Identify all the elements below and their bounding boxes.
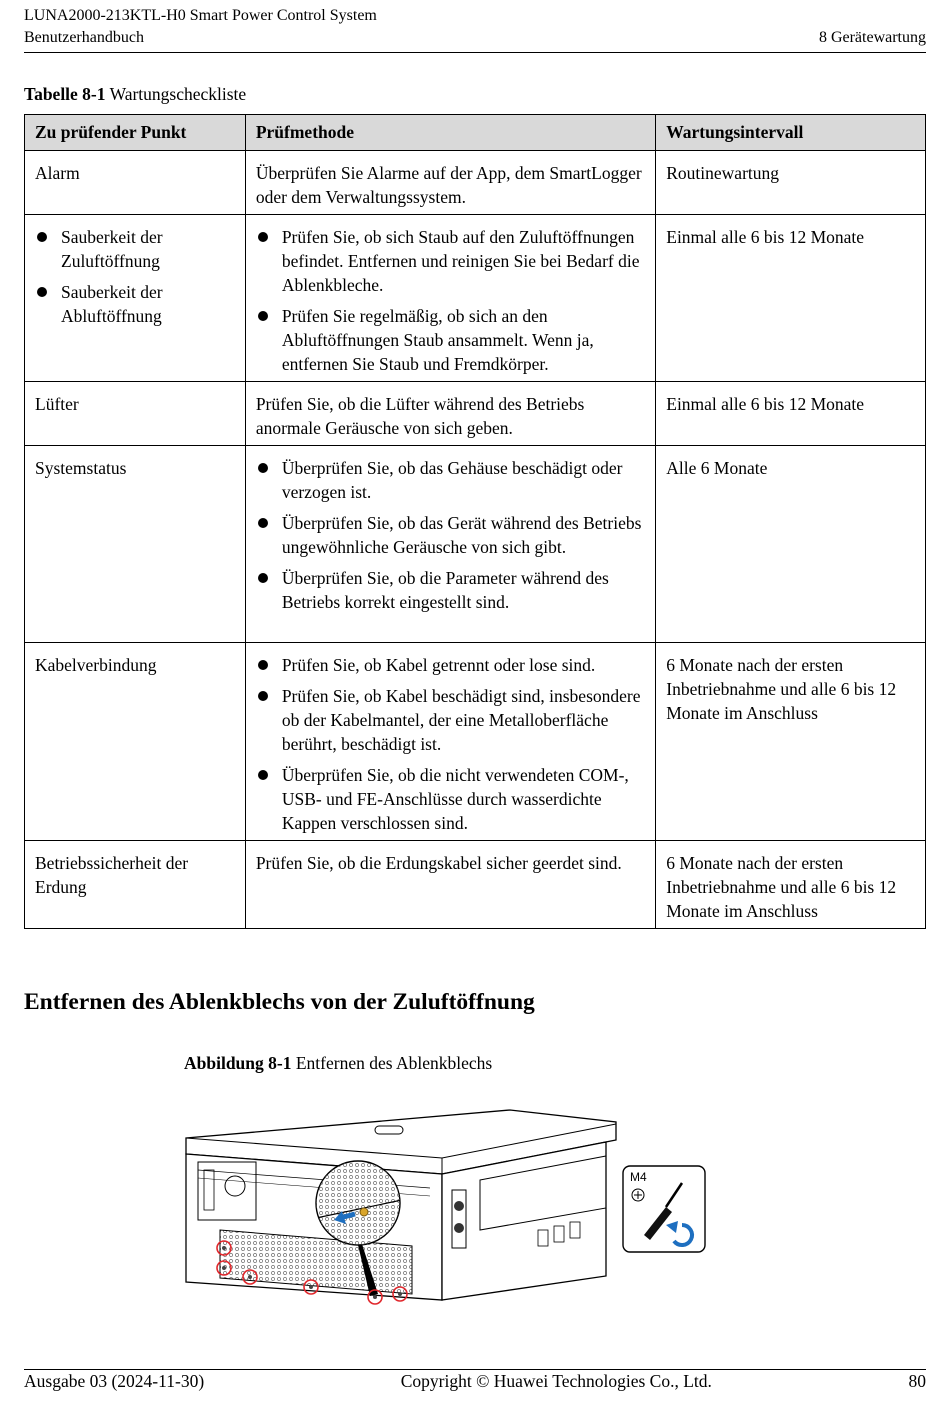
tool-label: M4 xyxy=(630,1170,647,1184)
list-item: Sauberkeit der Zuluftöffnung xyxy=(35,225,235,273)
method-bullet-list xyxy=(256,225,645,376)
cell-method: Überprüfen Sie Alarme auf der App, dem SmartLogger oder dem Verwaltungssystem. xyxy=(245,151,655,215)
page-footer xyxy=(24,1371,926,1392)
cell-interval: Routinewartung xyxy=(656,151,926,215)
method-bullet-list xyxy=(256,653,645,835)
table-row xyxy=(25,151,926,215)
table-caption-label: Tabelle 8-1 xyxy=(24,84,106,104)
maintenance-checklist-table xyxy=(24,114,926,929)
table-caption xyxy=(24,84,246,105)
table-row xyxy=(25,446,926,643)
cell-item: Systemstatus xyxy=(25,446,246,643)
cell-method: Prüfen Sie, ob die Lüfter während des Betriebs anormale Geräusche von sich geben. xyxy=(245,382,655,446)
cell-method: Prüfen Sie, ob die Erdungskabel sicher geerdet sind. xyxy=(245,841,655,929)
header-doc-type: Benutzerhandbuch xyxy=(24,29,144,46)
list-item: Überprüfen Sie, ob das Gerät während des Betriebs ungewöhnliche Geräusche von sich gibt. xyxy=(256,511,645,559)
list-item: Überprüfen Sie, ob die nicht verwendeten COM-, USB- und FE-Anschlüsse durch wasserdichte Kappen verschlossen sind. xyxy=(256,763,645,835)
lid-handle xyxy=(375,1126,403,1134)
section-heading: Entfernen des Ablenkblechs von der Zuluftöffnung xyxy=(24,989,535,1015)
cell-method xyxy=(245,215,655,382)
table-row xyxy=(25,841,926,929)
screwdriver-icon xyxy=(622,1165,706,1253)
cell-interval: Alle 6 Monate xyxy=(656,446,926,643)
cell-item: Lüfter xyxy=(25,382,246,446)
list-item: Prüfen Sie, ob sich Staub auf den Zuluftöffnungen befindet. Entfernen und reinigen Sie bei Bedarf die Ablenkbleche. xyxy=(256,225,645,297)
column-header-item: Zu prüfender Punkt xyxy=(25,115,246,151)
table-caption-text: Wartungscheckliste xyxy=(109,84,247,104)
list-item: Prüfen Sie, ob Kabel getrennt oder lose sind. xyxy=(256,653,645,677)
cell-item: Alarm xyxy=(25,151,246,215)
list-item: Prüfen Sie, ob Kabel beschädigt sind, insbesondere ob der Kabelmantel, der eine Metalloberfläche berührt, beschädigt ist. xyxy=(256,684,645,756)
footer-divider xyxy=(24,1369,926,1370)
figure-caption xyxy=(184,1053,492,1074)
figure-caption-label: Abbildung 8-1 xyxy=(184,1053,292,1073)
cell-method xyxy=(245,446,655,643)
table-row xyxy=(25,215,926,382)
footer-edition: Ausgabe 03 (2024-11-30) xyxy=(24,1371,205,1391)
list-item: Prüfen Sie regelmäßig, ob sich an den Abluftöffnungen Staub ansammelt. Wenn ja, entfernen Sie Staub und Fremdkörper. xyxy=(256,304,645,376)
cell-item: Betriebssicherheit der Erdung xyxy=(25,841,246,929)
header-divider xyxy=(24,52,926,53)
column-header-method: Prüfmethode xyxy=(245,115,655,151)
footer-copyright: Copyright © Huawei Technologies Co., Ltd. xyxy=(400,1371,712,1391)
table-row xyxy=(25,382,926,446)
method-bullet-list xyxy=(256,456,645,614)
cell-interval: 6 Monate nach der ersten Inbetriebnahme und alle 6 bis 12 Monate im Anschluss xyxy=(656,841,926,929)
device-illustration xyxy=(180,1108,620,1308)
list-item: Überprüfen Sie, ob das Gehäuse beschädigt oder verzogen ist. xyxy=(256,456,645,504)
header-product: LUNA2000-213KTL-H0 Smart Power Control System xyxy=(24,7,377,24)
column-header-interval: Wartungsintervall xyxy=(656,115,926,151)
cell-item: Kabelverbindung xyxy=(25,643,246,841)
cell-interval: Einmal alle 6 bis 12 Monate xyxy=(656,382,926,446)
list-item: Sauberkeit der Abluftöffnung xyxy=(35,280,235,328)
footer-page-number: 80 xyxy=(908,1371,926,1391)
header-chapter: 8 Gerätewartung xyxy=(818,29,926,46)
cell-interval: Einmal alle 6 bis 12 Monate xyxy=(656,215,926,382)
item-bullet-list xyxy=(35,225,235,328)
table-row xyxy=(25,643,926,841)
screw-icon xyxy=(360,1208,368,1216)
figure-caption-text: Entfernen des Ablenkblechs xyxy=(295,1053,493,1073)
table-header-row xyxy=(25,115,926,151)
cell-method xyxy=(245,643,655,841)
list-item: Überprüfen Sie, ob die Parameter während des Betriebs korrekt eingestellt sind. xyxy=(256,566,645,614)
page-header xyxy=(24,5,926,49)
cell-interval: 6 Monate nach der ersten Inbetriebnahme und alle 6 bis 12 Monate im Anschluss xyxy=(656,643,926,841)
cell-item xyxy=(25,215,246,382)
